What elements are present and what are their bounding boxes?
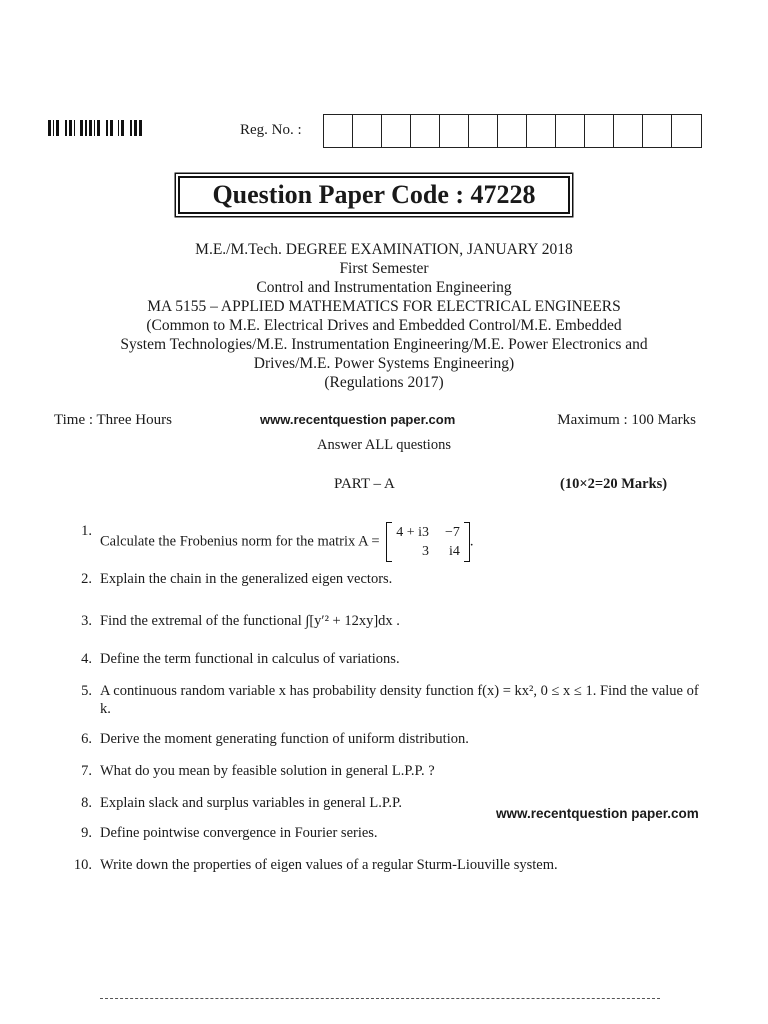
matrix-cell: i4 [449,544,460,559]
reg-no-boxes[interactable] [323,114,702,148]
matrix-cell: 4 + i3 [396,525,430,540]
question-number: 6. [81,731,92,747]
reg-box[interactable] [469,115,498,147]
watermark-link-2[interactable]: www.recentquestion paper.com [496,806,699,821]
question-number: 10. [73,857,92,873]
matrix-cell: 3 [422,544,430,559]
question-text: What do you mean by feasible solution in general L.P.P. ? [100,763,435,779]
exam-info [0,240,768,392]
semester: First Semester [339,260,429,277]
reg-box[interactable] [585,115,614,147]
bottom-divider [100,998,660,999]
regulations: (Regulations 2017) [324,374,444,391]
max-marks-label: Maximum : 100 Marks [557,412,696,428]
reg-box[interactable] [527,115,556,147]
question-1 [60,522,700,562]
exam-title: M.E./M.Tech. DEGREE EXAMINATION, JANUARY 2018 [195,241,573,258]
reg-no-label: Reg. No. : [240,122,302,138]
question-text: Write down the properties of eigen values of a regular Sturm-Liouville system. [100,857,558,873]
question-number: 5. [81,683,92,699]
question-text: Calculate the Frobenius norm for the matrix A = [100,533,380,550]
question-end: . [469,533,474,550]
question-text: Explain the chain in the generalized eigen vectors. [100,571,393,587]
reg-box[interactable] [672,115,701,147]
question-9 [60,824,700,842]
reg-box[interactable] [324,115,353,147]
question-paper-code: Question Paper Code : 47228 [178,176,570,214]
reg-box[interactable] [382,115,411,147]
reg-box[interactable] [411,115,440,147]
part-a-title: PART – A [334,476,395,492]
question-7 [60,762,700,780]
question-text: Find the extremal of the functional ∫[y′² + 12xy]dx . [100,613,400,629]
reg-box[interactable] [498,115,527,147]
instruction: Answer ALL questions [317,437,451,453]
question-number: 8. [81,795,92,811]
question-10 [60,856,700,874]
question-4 [60,650,700,668]
question-number: 7. [81,763,92,779]
reg-box[interactable] [556,115,585,147]
watermark-link[interactable]: www.recentquestion paper.com [260,412,456,427]
reg-box[interactable] [614,115,643,147]
question-6 [60,730,700,748]
time-label: Time : Three Hours [54,412,172,428]
question-2 [60,570,700,588]
question-text: Define the term functional in calculus of variations. [100,651,400,667]
common-to-line-3: Drives/M.E. Power Systems Engineering) [253,355,515,372]
department: Control and Instrumentation Engineering [256,279,512,296]
question-text: Define pointwise convergence in Fourier series. [100,825,378,841]
question-text: Explain slack and surplus variables in general L.P.P. [100,795,403,811]
question-5 [60,682,700,718]
reg-box[interactable] [440,115,469,147]
reg-box[interactable] [353,115,382,147]
subject: MA 5155 – APPLIED MATHEMATICS FOR ELECTRICAL ENGINEERS [147,298,621,315]
common-to-line-1: (Common to M.E. Electrical Drives and Embedded Control/M.E. Embedded [146,317,622,334]
part-a-marks: (10×2=20 Marks) [560,476,668,492]
barcode [48,120,158,136]
question-number: 4. [81,651,92,667]
reg-box[interactable] [643,115,672,147]
question-text: A continuous random variable x has probability density function f(x) = kx², 0 ≤ x ≤ 1. Find the value of k. [100,683,699,717]
question-3 [60,612,700,630]
common-to-line-2: System Technologies/M.E. Instrumentation Engineering/M.E. Power Electronics and [120,336,648,353]
question-number: 2. [81,571,92,587]
question-number: 9. [81,825,92,841]
matrix-cell: −7 [445,525,460,540]
question-number: 1. [81,523,92,539]
question-text: Derive the moment generating function of uniform distribution. [100,731,469,747]
time-row [54,412,696,432]
matrix-a [386,522,470,562]
question-number: 3. [81,613,92,629]
